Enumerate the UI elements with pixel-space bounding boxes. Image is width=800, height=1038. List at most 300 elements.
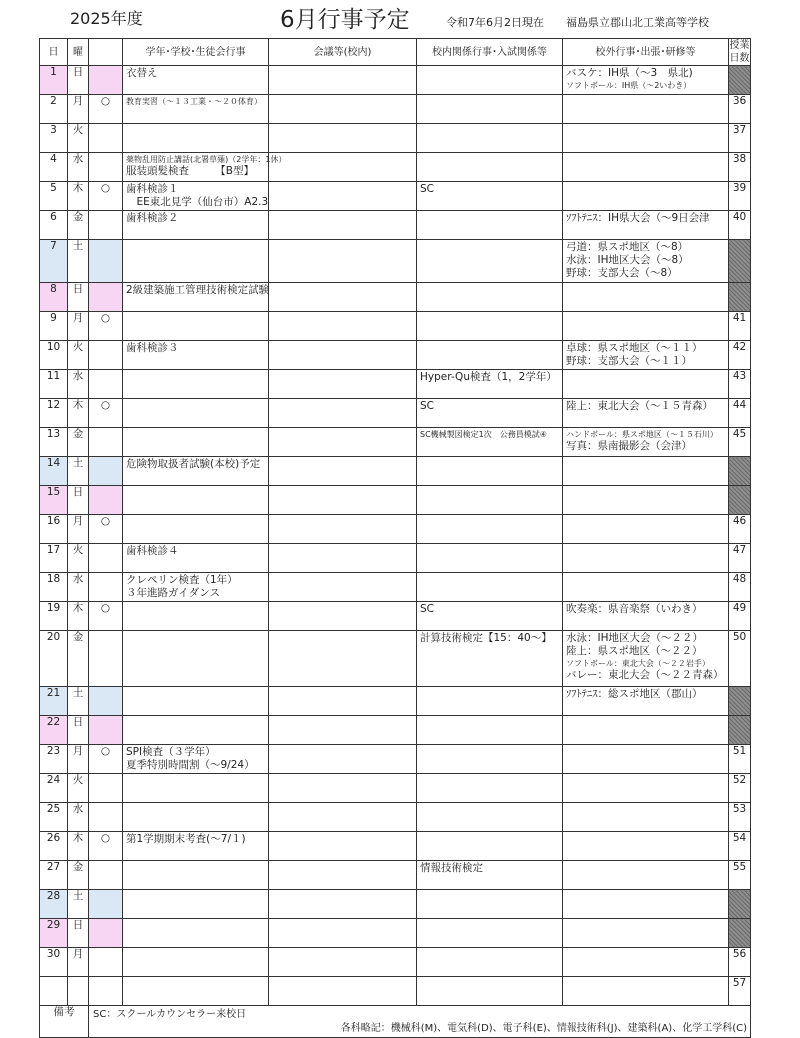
day-number-cell — [40, 240, 68, 283]
class-day-count-cell — [729, 457, 751, 486]
external-event-entry: 陸上：東北大会（～１５青森） — [566, 400, 713, 412]
external-events-cell — [563, 919, 729, 948]
grade-events-cell — [123, 66, 269, 95]
weekday-cell — [68, 95, 89, 124]
external-event-content — [563, 602, 728, 617]
external-event-content — [563, 95, 728, 97]
weekday-cell — [68, 602, 89, 631]
grade-event-content — [123, 370, 268, 372]
internal-event-content — [417, 428, 562, 441]
external-event-entry: 水泳：IH地区大会（～２２） — [566, 632, 703, 644]
meeting-content — [269, 370, 416, 372]
mark-cell — [89, 803, 123, 832]
day-number: 12 — [46, 399, 61, 411]
internal-events-cell — [417, 861, 563, 890]
external-events-cell — [563, 890, 729, 919]
day-number: 8 — [50, 283, 57, 295]
day-number: 7 — [50, 240, 57, 252]
external-events-cell — [563, 861, 729, 890]
class-day-count-cell — [729, 370, 751, 399]
external-event-entry: ソフトボール：IH県（～2いわき） — [566, 81, 692, 90]
class-day-count-cell — [729, 428, 751, 457]
weekday: 金 — [72, 211, 84, 223]
weekday-cell — [68, 124, 89, 153]
grade-events-cell — [123, 919, 269, 948]
grade-event-content — [123, 428, 268, 430]
external-event-entry: 弓道：県スポ地区（～8） — [566, 241, 689, 253]
internal-events-cell — [417, 486, 563, 515]
grade-events-cell — [123, 977, 269, 1006]
class-day-count: 39 — [732, 182, 747, 194]
weekday: 金 — [72, 631, 84, 643]
day-row — [40, 370, 751, 399]
mark-cell — [89, 211, 123, 240]
day-row — [40, 890, 751, 919]
external-event-entry: 卓球：県スポ地区（～１１） — [566, 342, 703, 354]
external-event-content — [563, 573, 728, 575]
internal-event-content — [417, 486, 562, 488]
meeting-cell — [269, 182, 417, 211]
day-number: 19 — [46, 602, 61, 614]
grade-event-content — [123, 803, 268, 805]
day-number-cell — [40, 687, 68, 716]
day-number: 24 — [46, 774, 61, 786]
day-row — [40, 602, 751, 631]
internal-event-content — [417, 240, 562, 242]
day-number-cell — [40, 399, 68, 428]
internal-event-content — [417, 182, 562, 197]
external-event-content — [563, 283, 728, 285]
weekday: 日 — [72, 919, 84, 931]
grade-event-content — [123, 861, 268, 863]
grade-events-cell — [123, 124, 269, 153]
internal-events-cell — [417, 687, 563, 716]
grade-events-cell — [123, 182, 269, 211]
weekday-cell — [68, 803, 89, 832]
external-event-content — [563, 457, 728, 459]
meeting-cell — [269, 240, 417, 283]
circle-mark: ○ — [100, 182, 111, 194]
internal-events-cell — [417, 240, 563, 283]
meeting-content — [269, 182, 416, 184]
class-day-count-cell — [729, 515, 751, 544]
grade-event-content — [123, 211, 268, 226]
internal-events-cell — [417, 312, 563, 341]
grade-event-content — [123, 153, 287, 179]
meeting-content — [269, 312, 416, 314]
weekday-cell — [68, 861, 89, 890]
meeting-content — [269, 457, 416, 459]
day-row — [40, 861, 751, 890]
external-event-entry: ｿﾌﾄﾃﾆｽ：総スポ地区（郡山） — [566, 688, 703, 700]
day-number: 9 — [50, 312, 57, 324]
external-events-cell — [563, 211, 729, 240]
meeting-cell — [269, 312, 417, 341]
internal-events-cell — [417, 716, 563, 745]
external-events-cell — [563, 803, 729, 832]
day-number: 14 — [46, 457, 61, 469]
meeting-cell — [269, 457, 417, 486]
class-day-count: 49 — [732, 602, 747, 614]
internal-event-content — [417, 124, 562, 126]
day-row — [40, 745, 751, 774]
meeting-content — [269, 890, 416, 892]
weekday-cell — [68, 745, 89, 774]
external-event-content — [563, 803, 728, 805]
mark-cell — [89, 602, 123, 631]
mark-cell — [89, 631, 123, 687]
meeting-content — [269, 283, 416, 285]
grade-event-content — [123, 95, 268, 108]
day-number: 2 — [50, 95, 57, 107]
day-number: 21 — [46, 687, 61, 699]
external-events-cell — [563, 66, 729, 95]
grade-event-entry: SPI検査（３学年） — [126, 746, 216, 758]
school-name: 福島県立郡山北工業高等学校 — [566, 16, 709, 29]
day-number-cell — [40, 515, 68, 544]
day-number: 22 — [46, 716, 61, 728]
day-row — [40, 182, 751, 211]
day-number: 5 — [50, 182, 57, 194]
meeting-cell — [269, 211, 417, 240]
grade-event-content — [123, 573, 268, 601]
class-day-count-cell — [729, 948, 751, 977]
fiscal-year: 2025年度 — [70, 9, 143, 28]
meeting-content — [269, 745, 416, 747]
day-number-cell — [40, 631, 68, 687]
external-event-content — [563, 182, 728, 184]
internal-events-cell — [417, 832, 563, 861]
as-of-date: 令和7年6月2日現在 — [446, 16, 544, 29]
grade-event-content — [123, 977, 268, 979]
day-row — [40, 457, 751, 486]
external-events-cell — [563, 602, 729, 631]
weekday: 月 — [72, 745, 84, 757]
day-row — [40, 312, 751, 341]
grade-event-entry: 歯科検診２ — [126, 212, 179, 224]
meeting-cell — [269, 124, 417, 153]
grade-event-content — [123, 631, 268, 633]
external-events-cell — [563, 240, 729, 283]
mark-cell — [89, 124, 123, 153]
day-row — [40, 283, 751, 312]
grade-events-cell — [123, 240, 269, 283]
internal-event-content — [417, 803, 562, 805]
internal-events-cell — [417, 948, 563, 977]
meeting-cell — [269, 832, 417, 861]
grade-event-content — [123, 919, 268, 921]
class-day-count: 41 — [732, 312, 747, 324]
weekday-cell — [68, 486, 89, 515]
internal-events-cell — [417, 341, 563, 370]
weekday: 金 — [72, 428, 84, 440]
day-number: 27 — [46, 861, 61, 873]
class-day-count-cell — [729, 211, 751, 240]
weekday: 月 — [72, 515, 84, 527]
day-number-cell — [40, 774, 68, 803]
external-events-cell — [563, 716, 729, 745]
external-events-cell — [563, 631, 729, 687]
grade-event-entry: ３年進路ガイダンス — [126, 587, 220, 599]
external-event-entry: 水泳：IH地区大会（～8） — [566, 254, 689, 266]
external-event-entry: ハンドボール：県スポ地区（～１５石川） — [566, 430, 718, 439]
meeting-content — [269, 515, 416, 517]
internal-event-content — [417, 399, 562, 414]
external-events-cell — [563, 341, 729, 370]
meeting-cell — [269, 95, 417, 124]
external-events-cell — [563, 370, 729, 399]
day-number-cell — [40, 544, 68, 573]
weekday-cell — [68, 948, 89, 977]
internal-event-content — [417, 66, 562, 68]
meeting-cell — [269, 486, 417, 515]
day-number-cell — [40, 428, 68, 457]
internal-event-content — [417, 687, 562, 689]
day-row — [40, 153, 751, 182]
external-event-entry: バスケ：IH県（～3 県北) — [566, 67, 693, 79]
meeting-content — [269, 544, 416, 546]
meeting-content — [269, 486, 416, 488]
circle-mark: ○ — [100, 515, 111, 527]
class-day-count: 40 — [732, 211, 747, 223]
class-day-count-cell — [729, 66, 751, 95]
external-event-entry: 野球：支部大会（～8） — [566, 267, 678, 279]
day-number: 15 — [46, 486, 61, 498]
external-events-cell — [563, 457, 729, 486]
day-row — [40, 211, 751, 240]
col-header-count: 授業日数 — [729, 40, 750, 64]
weekday-cell — [68, 544, 89, 573]
circle-mark: ○ — [100, 602, 111, 614]
weekday-cell — [68, 515, 89, 544]
grade-event-entry: 2級建築施工管理技術検定試験 — [126, 284, 270, 296]
class-day-count-cell — [729, 153, 751, 182]
class-day-count-cell — [729, 716, 751, 745]
day-number: 11 — [46, 370, 61, 382]
meeting-content — [269, 211, 416, 213]
internal-events-cell — [417, 602, 563, 631]
internal-events-cell — [417, 370, 563, 399]
internal-events-cell — [417, 515, 563, 544]
mark-cell — [89, 774, 123, 803]
internal-events-cell — [417, 66, 563, 95]
day-number: 28 — [46, 890, 61, 902]
mark-cell — [89, 66, 123, 95]
day-number-cell — [40, 457, 68, 486]
grade-event-entry: 歯科検診１ — [126, 183, 179, 195]
class-day-count-cell — [729, 341, 751, 370]
meeting-cell — [269, 803, 417, 832]
class-day-count: 47 — [732, 544, 747, 556]
weekday-cell — [68, 977, 89, 1006]
mark-cell — [89, 370, 123, 399]
internal-events-cell — [417, 803, 563, 832]
internal-event-entry: 情報技術検定 — [420, 862, 483, 874]
class-day-count-cell — [729, 774, 751, 803]
internal-event-content — [417, 573, 562, 575]
class-day-count-cell — [729, 832, 751, 861]
day-number: 29 — [46, 919, 61, 931]
class-day-count: 51 — [732, 745, 747, 757]
meeting-content — [269, 153, 416, 155]
day-row — [40, 803, 751, 832]
weekday-cell — [68, 832, 89, 861]
weekday-cell — [68, 687, 89, 716]
mark-cell — [89, 428, 123, 457]
grade-event-entry: 歯科検診３ — [126, 342, 179, 354]
grade-events-cell — [123, 832, 269, 861]
mark-cell — [89, 457, 123, 486]
weekday-cell — [68, 399, 89, 428]
class-day-count: 43 — [732, 370, 747, 382]
meeting-content — [269, 240, 416, 242]
internal-events-cell — [417, 182, 563, 211]
internal-event-content — [417, 312, 562, 314]
remarks-label: 備考 — [40, 1006, 89, 1038]
class-day-count: 55 — [732, 861, 747, 873]
day-number-cell — [40, 312, 68, 341]
grade-event-content — [123, 341, 268, 356]
schedule-body — [40, 66, 751, 1006]
grade-events-cell — [123, 745, 269, 774]
meeting-cell — [269, 861, 417, 890]
circle-mark: ○ — [100, 832, 111, 844]
internal-event-content — [417, 457, 562, 459]
internal-events-cell — [417, 153, 563, 182]
class-day-count: 54 — [732, 832, 747, 844]
day-row — [40, 774, 751, 803]
external-event-entry: 吹奏楽：県音楽祭（いわき） — [566, 603, 703, 615]
internal-events-cell — [417, 890, 563, 919]
grade-event-content — [123, 602, 268, 604]
external-event-content — [563, 486, 728, 488]
day-number-cell — [40, 283, 68, 312]
class-day-count-cell — [729, 745, 751, 774]
department-abbreviations: 各科略記：機械科(M)、電気科(D)、電子科(E)、情報技術科(J)、建築科(A)、化学工学科(C) — [340, 1023, 747, 1034]
class-day-count: 36 — [732, 95, 747, 107]
class-day-count-cell — [729, 687, 751, 716]
class-day-count-cell — [729, 977, 751, 1006]
class-day-count: 38 — [732, 153, 747, 165]
mark-cell — [89, 399, 123, 428]
external-event-content — [563, 745, 728, 747]
grade-event-entry: 第1学期期末考査(～7/１) — [126, 833, 246, 845]
circle-mark: ○ — [100, 745, 111, 757]
grade-event-entry: 教育実習（～１３工業・～２０体育） — [126, 97, 262, 106]
day-number: 30 — [46, 948, 61, 960]
mark-cell — [89, 283, 123, 312]
day-row — [40, 428, 751, 457]
day-row — [40, 544, 751, 573]
external-event-content — [563, 515, 728, 517]
weekday-cell — [68, 341, 89, 370]
grade-events-cell — [123, 716, 269, 745]
grade-event-content — [123, 687, 268, 689]
weekday-cell — [68, 573, 89, 602]
meeting-cell — [269, 774, 417, 803]
mark-cell — [89, 948, 123, 977]
meeting-cell — [269, 428, 417, 457]
grade-events-cell — [123, 774, 269, 803]
grade-event-content — [123, 890, 268, 892]
day-row — [40, 832, 751, 861]
external-event-content — [563, 312, 728, 314]
weekday-cell — [68, 66, 89, 95]
class-day-count-cell — [729, 283, 751, 312]
grade-event-content — [123, 457, 268, 472]
internal-event-content — [417, 716, 562, 718]
internal-event-content — [417, 602, 562, 617]
weekday: 水 — [72, 803, 84, 815]
internal-event-content — [417, 370, 562, 385]
meeting-content — [269, 919, 416, 921]
meeting-content — [269, 399, 416, 401]
internal-events-cell — [417, 283, 563, 312]
internal-event-entry: SC — [420, 183, 434, 195]
class-day-count-cell — [729, 399, 751, 428]
day-row — [40, 573, 751, 602]
grade-events-cell — [123, 153, 287, 182]
col-header-external: 校外行事･出張･研修等 — [563, 39, 729, 66]
external-events-cell — [563, 977, 729, 1006]
weekday: 火 — [72, 124, 84, 136]
internal-events-cell — [417, 544, 563, 573]
weekday-cell — [68, 774, 89, 803]
grade-events-cell — [123, 283, 269, 312]
col-header-mark — [89, 39, 123, 66]
grade-events-cell — [123, 515, 269, 544]
meeting-cell — [269, 745, 417, 774]
internal-event-content — [417, 544, 562, 546]
grade-event-content — [123, 515, 268, 517]
grade-event-entry: 危険物取扱者試験(本校)予定 — [126, 458, 261, 470]
mark-cell — [89, 573, 123, 602]
weekday-cell — [68, 240, 89, 283]
grade-event-content — [123, 182, 268, 210]
mark-cell — [89, 153, 123, 182]
external-event-content — [563, 211, 728, 226]
page-title: 6月行事予定 — [280, 7, 410, 33]
external-event-content — [563, 370, 728, 372]
day-number-cell — [40, 573, 68, 602]
mark-cell — [89, 341, 123, 370]
day-number: 1 — [50, 66, 57, 78]
meeting-cell — [269, 919, 417, 948]
class-day-count-cell — [729, 602, 751, 631]
weekday: 水 — [72, 370, 84, 382]
weekday: 火 — [72, 774, 84, 786]
class-day-count-cell — [729, 631, 751, 687]
internal-events-cell — [417, 977, 563, 1006]
grade-events-cell — [123, 602, 269, 631]
class-day-count-cell — [729, 544, 751, 573]
mark-cell — [89, 832, 123, 861]
mark-cell — [89, 515, 123, 544]
weekday: 木 — [72, 182, 84, 194]
internal-event-entry: SC機械製図検定1次 公務員模試④ — [420, 430, 547, 439]
grade-events-cell — [123, 486, 269, 515]
external-event-entry: ソフトボール：東北大会（～２２岩手） — [566, 659, 710, 668]
weekday-cell — [68, 153, 89, 182]
internal-event-content — [417, 95, 562, 97]
day-number: 20 — [46, 631, 61, 643]
external-event-content — [563, 124, 728, 126]
day-row — [40, 66, 751, 95]
external-event-content — [563, 544, 728, 546]
external-event-content — [563, 861, 728, 863]
day-number: 16 — [46, 515, 61, 527]
grade-event-content — [123, 774, 268, 776]
